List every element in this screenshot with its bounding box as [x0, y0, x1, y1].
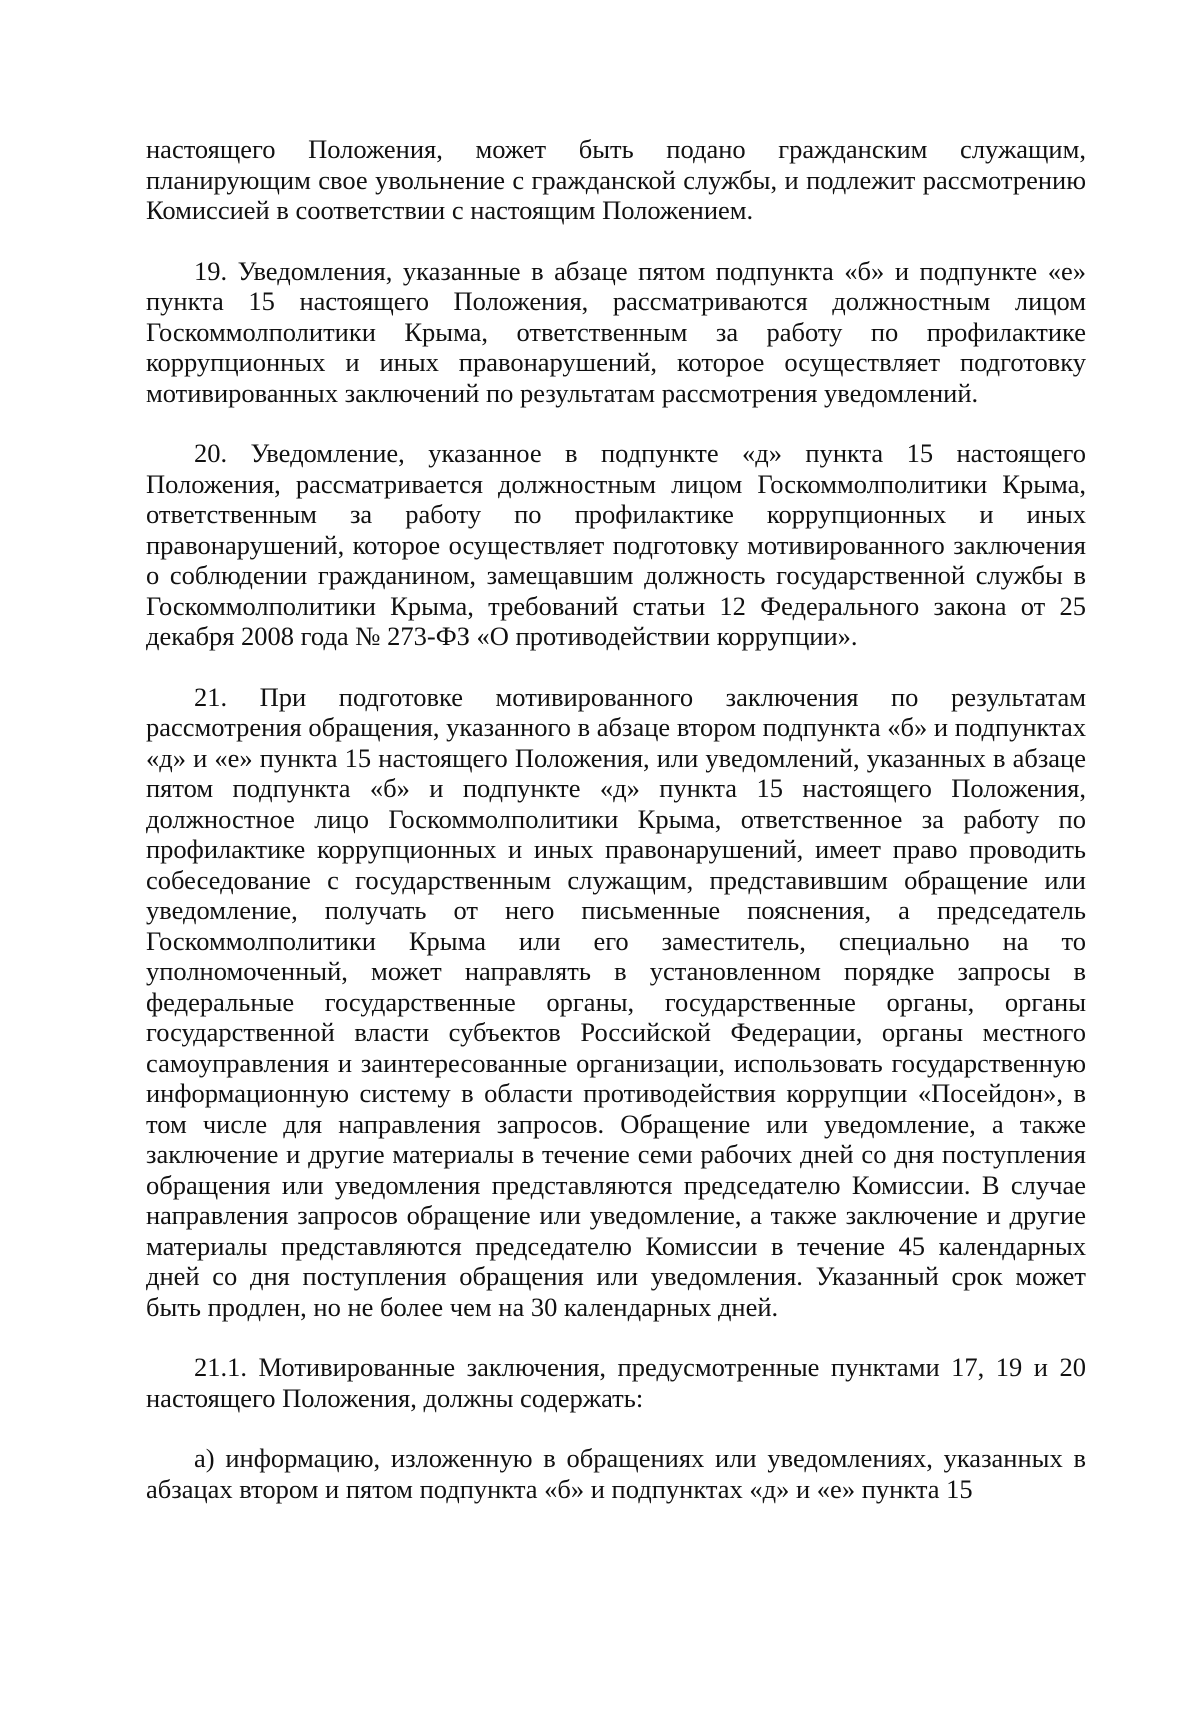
paragraph-a: а) информацию, изложенную в обращениях или уведомлениях, указанных в абзацах втором и пятом подпункта «б» и подпунктах «д» и «е» пункта 15	[146, 1443, 1086, 1504]
paragraph-21-1: 21.1. Мотивированные заключения, предусмотренные пунктами 17, 19 и 20 настоящего Положения, должны содержать:	[146, 1352, 1086, 1413]
paragraph-continuation: настоящего Положения, может быть подано гражданским служащим, планирующим свое увольнение с гражданской службы, и подлежит рассмотрению Комиссией в соответствии с настоящим Положением.	[146, 134, 1086, 225]
paragraph-21: 21. При подготовке мотивированного заключения по результатам рассмотрения обращения, указанного в абзаце втором подпункта «б» и подпунктах «д» и «е» пункта 15 настоящего Положения, или уведомлений, указанных в абзаце пятом подпункта «б» и подпункте «д» пункта 15 настоящего Положения, должностное лицо Госкоммолполитики Крыма, ответственное за работу по профилактике коррупционных и иных правонарушений, имеет право проводить собеседование с государственным служащим, представившим обращение или уведомление, получать от него письменные пояснения, а председатель Госкоммолполитики Крыма или его заместитель, специально на то уполномоченный, может направлять в установленном порядке запросы в федеральные государственные органы, государственные органы, органы государственной власти субъектов Российской Федерации, органы местного самоуправления и заинтересованные организации, использовать государственную информационную систему в области противодействия коррупции «Посейдон», в том числе для направления запросов. Обращение или уведомление, а также заключение и другие материалы в течение семи рабочих дней со дня поступления обращения или уведомления представляются председателю Комиссии. В случае направления запросов обращение или уведомление, а также заключение и другие материалы представляются председателю Комиссии в течение 45 календарных дней со дня поступления обращения или уведомления. Указанный срок может быть продлен, но не более чем на 30 календарных дней.	[146, 681, 1086, 1322]
document-body	[146, 134, 1086, 1504]
paragraph-19: 19. Уведомления, указанные в абзаце пятом подпункта «б» и подпункте «е» пункта 15 настоящего Положения, рассматриваются должностным лицом Госкоммолполитики Крыма, ответственным за работу по профилактике коррупционных и иных правонарушений, которое осуществляет подготовку мотивированных заключений по результатам рассмотрения уведомлений.	[146, 255, 1086, 408]
paragraph-20: 20. Уведомление, указанное в подпункте «д» пункта 15 настоящего Положения, рассматривается должностным лицом Госкоммолполитики Крыма, ответственным за работу по профилактике коррупционных и иных правонарушений, которое осуществляет подготовку мотивированного заключения о соблюдении гражданином, замещавшим должность государственной службы в Госкоммолполитики Крыма, требований статьи 12 Федерального закона от 25 декабря 2008 года № 273-ФЗ «О противодействии коррупции».	[146, 438, 1086, 651]
